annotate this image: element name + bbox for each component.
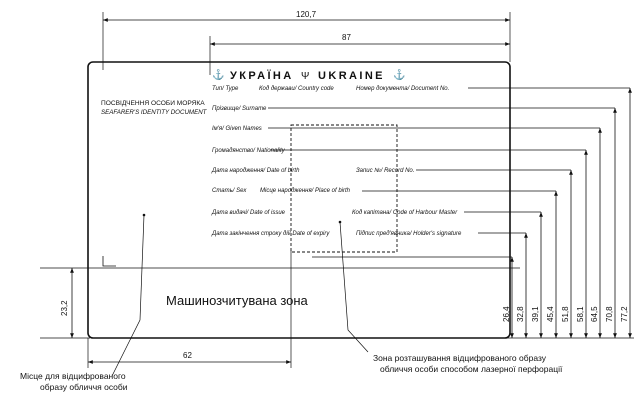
- dim-text-zone-width: [210, 33, 510, 75]
- dim-photo-zone-width-label: 62: [183, 351, 192, 360]
- right-dimension-label: 51,8: [561, 306, 570, 322]
- field-date-of-expiry: Дата закінчення строку дії/ Date of expiry: [212, 231, 330, 237]
- callout-laser-zone: [339, 221, 563, 374]
- field-date-of-birth: Дата народження/ Date of birth: [212, 168, 300, 174]
- field-sex: Стать/ Sex: [212, 188, 247, 194]
- field-place-of-birth: Місце народження/ Place of birth: [260, 188, 351, 194]
- country-name-ua: УКРАЇНА: [230, 70, 294, 82]
- country-name-en: UKRAINE: [318, 70, 385, 82]
- right-dimension-label: 45,4: [546, 306, 555, 322]
- callout-laser-zone-line1: Зона розташування відцифрованого образу: [373, 353, 547, 363]
- field-surname: Прізвище/ Surname: [212, 106, 267, 112]
- callout-photo-place-line1: Місце для відцифрованого: [20, 371, 126, 381]
- right-dimension-label: 58,1: [576, 306, 585, 322]
- dim-mrz-height: [40, 268, 90, 338]
- callout-photo-place-line2: образу обличчя особи: [40, 382, 128, 392]
- dim-text-zone-width-label: 87: [342, 33, 351, 42]
- document-title-en: SEAFARER'S IDENTITY DOCUMENT: [101, 109, 207, 116]
- document-title-ua: ПОСВІДЧЕННЯ ОСОБИ МОРЯКА: [101, 100, 205, 107]
- right-dimension-label: 70,8: [605, 306, 614, 322]
- right-dimension-label: 32,8: [516, 306, 525, 322]
- right-dimension-label: 26,4: [502, 306, 511, 322]
- field-country-code: Код держави/ Country code: [259, 86, 334, 92]
- field-date-of-issue: Дата видачі/ Date of issue: [212, 210, 286, 216]
- field-given-names: Ім'я/ Given Names: [212, 126, 262, 132]
- field-harbour-master-code: Код капітана/ Code of Harbour Master: [352, 210, 458, 216]
- field-nationality: Громадянство/ Nationality: [212, 148, 285, 154]
- country-header: [212, 68, 405, 82]
- corner-mark: [103, 256, 116, 266]
- field-document-no: Номер документа/ Document No.: [356, 86, 450, 92]
- dim-overall-width-label: 120,7: [296, 10, 317, 19]
- anchor-icon-right: ⚓: [393, 70, 406, 81]
- dim-overall-width: [103, 10, 510, 70]
- right-dimension-stack: [502, 88, 634, 338]
- field-holder-signature: Підпис пред'явника/ Holder's signature: [356, 231, 462, 237]
- field-record-no: Запис №/ Record No.: [356, 168, 415, 174]
- dim-mrz-height-label: 23,2: [60, 300, 69, 316]
- field-type: Тип/ Type: [212, 86, 239, 92]
- right-dimension-label: 64,5: [590, 306, 599, 322]
- right-dimension-label: 39,1: [531, 306, 540, 322]
- trident-icon: Ψ: [301, 71, 310, 82]
- callout-photo-place: [20, 214, 145, 392]
- mrz-label: Машинозчитувана зона: [166, 293, 308, 308]
- callout-laser-zone-line2: обличчя особи способом лазерної перфорації: [380, 364, 563, 374]
- right-dimension-label: 77,2: [620, 306, 629, 322]
- anchor-icon-left: ⚓: [212, 70, 225, 81]
